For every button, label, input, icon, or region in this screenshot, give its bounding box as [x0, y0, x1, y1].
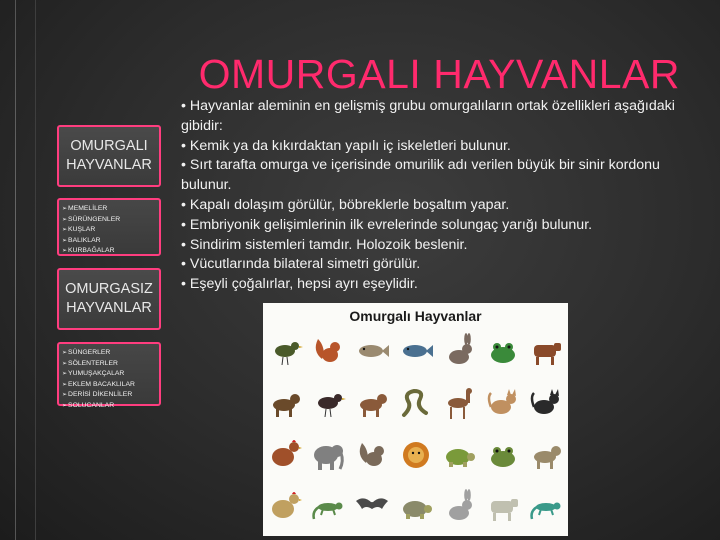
- paragraph: • Kemik ya da kıkırdaktan yapılı iç iskeletleri bulunur.: [181, 137, 511, 154]
- bird-icon: [310, 385, 346, 421]
- list-item[interactable]: ➢ SOLUCANLAR: [62, 401, 156, 412]
- omurgali-hayvanlar-button[interactable]: [57, 125, 161, 187]
- cat-icon: [485, 385, 521, 421]
- rabbit-icon: [441, 489, 477, 525]
- frog-icon: [485, 333, 521, 369]
- cat-icon: [528, 385, 564, 421]
- squirrel-icon: [354, 437, 390, 473]
- list-item[interactable]: ➢ MEMELİLER: [62, 204, 156, 215]
- paragraph: • Sindirim sistemleri tamdır. Holozoik beslenir.: [181, 236, 468, 253]
- dog-icon: [528, 437, 564, 473]
- hen-icon: [267, 437, 303, 473]
- turtle-icon: [441, 437, 477, 473]
- list-item[interactable]: ➢ EKLEM BACAKLILAR: [62, 380, 156, 391]
- omurgasiz-hayvanlar-button[interactable]: [57, 268, 161, 330]
- vertebrates-picture: [263, 303, 568, 536]
- cow-icon: [528, 333, 564, 369]
- omurgali-list: [57, 198, 161, 256]
- fish-icon: [354, 333, 390, 369]
- body-text: [181, 97, 681, 295]
- animal-grid: [263, 325, 568, 535]
- rabbit-icon: [441, 333, 477, 369]
- lion-icon: [398, 437, 434, 473]
- lizard-icon: [310, 489, 346, 525]
- paragraph: • Hayvanlar aleminin en gelişmiş grubu omurgalıların ortak özellikleri aşağıdaki gibidir:: [181, 98, 675, 134]
- list-item[interactable]: ➢ YUMUŞAKÇALAR: [62, 369, 156, 380]
- list-item[interactable]: ➢ KUŞLAR: [62, 225, 156, 236]
- list-item[interactable]: ➢ SÜRÜNGENLER: [62, 215, 156, 226]
- elephant-icon: [310, 437, 346, 473]
- dog-icon: [354, 385, 390, 421]
- cow-icon: [485, 489, 521, 525]
- omurgasiz-hayvanlar-label: OMURGASIZ HAYVANLAR: [65, 281, 153, 316]
- list-item[interactable]: ➢ SÜNGERLER: [62, 348, 156, 359]
- bird-icon: [267, 333, 303, 369]
- hen-icon: [267, 489, 303, 525]
- squirrel-icon: [310, 333, 346, 369]
- paragraph: • Kapalı dolaşım görülür, böbreklerle boşaltım yapar.: [181, 196, 510, 213]
- deer-icon: [441, 385, 477, 421]
- paragraph: • Eşeyli çoğalırlar, hepsi ayrı eşeylidir.: [181, 276, 418, 293]
- bat-icon: [354, 489, 390, 525]
- paragraph: • Embriyonik gelişimlerinin ilk evrelerinde solungaç yarığı bulunur.: [181, 216, 593, 233]
- page-title: OMURGALI HAYVANLAR: [198, 51, 680, 97]
- list-item[interactable]: ➢ BALIKLAR: [62, 236, 156, 247]
- dog-icon: [267, 385, 303, 421]
- list-item[interactable]: ➢ KURBAĞALAR: [62, 246, 156, 257]
- omurgali-hayvanlar-label: OMURGALI HAYVANLAR: [66, 138, 152, 173]
- fish-icon: [398, 333, 434, 369]
- turtle-icon: [398, 489, 434, 525]
- frog-icon: [485, 437, 521, 473]
- snake-icon: [398, 385, 434, 421]
- list-item[interactable]: ➢ SÖLENTERLER: [62, 359, 156, 370]
- paragraph: • Vücutlarında bilateral simetri görülür.: [181, 256, 421, 273]
- list-item[interactable]: ➢ DERİSİ DİKENLİLER: [62, 390, 156, 401]
- decorative-line: [35, 0, 36, 540]
- lizard-icon: [528, 489, 564, 525]
- paragraph: • Sırt tarafta omurga ve içerisinde omurilik adı verilen büyük bir sinir kordonu bulunur.: [181, 157, 660, 194]
- decorative-line: [15, 0, 16, 540]
- picture-title: Omurgalı Hayvanlar: [349, 308, 482, 324]
- omurgasiz-list: [57, 342, 161, 409]
